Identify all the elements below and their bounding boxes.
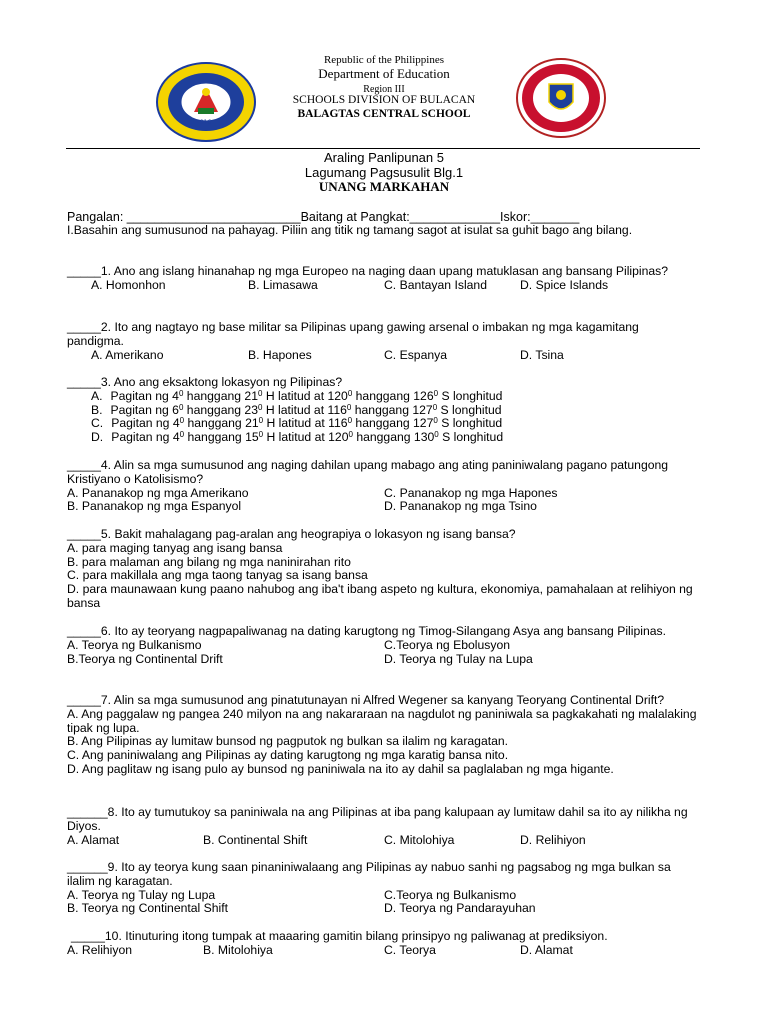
question-text: ______9. Ito ay teorya kung saan pinaniniwalaang ang Pilipinas ay nabuo sanhi ng pagsabog ng mga bulkan sa ilalim ng karagatan. xyxy=(67,860,671,888)
school-logo-year: 1916 xyxy=(196,119,212,126)
question-text: _____7. Alin sa mga sumusunod ang pinatutunayan ni Alfred Wegener sa kanyang Teoryang Continental Drift? xyxy=(67,693,665,707)
choice-part: S longhitud xyxy=(437,402,502,417)
choice-b: B. Pananakop ng mga Espanyol xyxy=(67,499,242,514)
degree-mark: 0 xyxy=(347,416,353,426)
choice-d: D. Pananakop ng mga Tsino xyxy=(384,499,537,514)
choice-part: S longhitud xyxy=(437,416,503,431)
choice-part: hanggang 126 xyxy=(352,388,434,403)
choice-part: Pagitan ng 6 xyxy=(110,402,179,417)
header-region: Region III xyxy=(363,84,405,95)
degree-mark: 0 xyxy=(178,388,184,398)
choice-d: D. Relihiyon xyxy=(520,832,586,847)
choice-part: H latitud at 120 xyxy=(262,388,348,403)
choice-c: C. Ang paniniwalang ang Pilipinas ay dating karugtong ng mga karatig bansa nito. xyxy=(67,748,509,763)
choice-part: hanggang 127 xyxy=(352,416,434,431)
choice-part: hanggang 21 xyxy=(184,416,259,431)
choice-d: D. Teorya ng Tulay na Lupa xyxy=(384,651,533,666)
choice-a: A. para maging tanyag ang isang bansa xyxy=(67,540,283,555)
choice-d: D. Spice Islands xyxy=(520,277,609,292)
degree-mark: 0 xyxy=(433,416,438,426)
choice-part: S longhitud xyxy=(438,430,504,445)
choice-d xyxy=(91,431,503,445)
choice-part: hanggang 130 xyxy=(352,430,435,445)
header-school: BALAGTAS CENTRAL SCHOOL xyxy=(297,108,471,120)
choice-a: A. Teorya ng Tulay ng Lupa xyxy=(67,887,216,902)
degree-mark: 0 xyxy=(257,388,263,398)
degree-mark: 0 xyxy=(348,430,353,440)
student-info-line: Pangalan: _________________________Baitang at Pangkat:_____________Iskor:_______ xyxy=(67,210,580,224)
choice-a: A. Pananakop ng mga Amerikano xyxy=(67,485,249,500)
question-text: ______8. Ito ay tumutukoy sa paniniwala na ang Pilipinas at iba pang kalupaan ay lumitaw dahil sa ito ay nilikha ng Diyos. xyxy=(67,805,688,833)
degree-mark: 0 xyxy=(258,416,264,426)
degree-mark: 0 xyxy=(257,402,263,412)
choice-letter: B. xyxy=(91,402,103,417)
choice-part: hanggang 21 xyxy=(183,388,258,403)
choice-c: C. para makillala ang mga taong tanyag sa isang bansa xyxy=(67,568,368,583)
choice-d: D. Alamat xyxy=(520,942,573,957)
choice-d: D. Teorya ng Pandarayuhan xyxy=(384,901,536,916)
choice-a: A. Alamat xyxy=(67,832,120,847)
choice-c xyxy=(91,417,502,431)
choice-letter: D. xyxy=(91,430,104,445)
question-8 xyxy=(67,806,697,847)
question-7 xyxy=(67,694,697,777)
choice-part: hanggang 127 xyxy=(351,402,433,417)
choice-c: C. Mitolohiya xyxy=(384,832,455,847)
choice-b: B.Teorya ng Continental Drift xyxy=(67,651,223,666)
question-text: _____1. Ano ang islang hinanahap ng mga Europeo na naging daan upang matuklasan ang bansang Pilipinas? xyxy=(67,264,669,278)
question-text: _____3. Ano ang eksaktong lokasyon ng Pilipinas? xyxy=(67,375,343,389)
degree-mark: 0 xyxy=(258,430,264,440)
header-divider xyxy=(66,148,700,149)
choice-b: B. Hapones xyxy=(248,347,312,362)
question-10 xyxy=(67,929,701,958)
choice-b: B. para malaman ang bilang ng mga naninirahan rito xyxy=(67,554,351,569)
choice-part: Pagitan ng 4 xyxy=(111,430,180,445)
degree-mark: 0 xyxy=(347,388,353,398)
title-test: Lagumang Pagsusulit Blg.1 xyxy=(304,165,464,180)
header-department: Department of Education xyxy=(318,66,450,81)
question-6 xyxy=(67,625,697,666)
question-4 xyxy=(67,459,687,514)
degree-mark: 0 xyxy=(432,402,438,412)
instructions: I.Basahin ang sumusunod na pahayag. Piliin ang titik ng tamang sagot at isulat sa guhit bago ang bilang. xyxy=(67,223,633,237)
choice-part: hanggang 23 xyxy=(183,402,258,417)
choice-a: A. Teorya ng Bulkanismo xyxy=(67,637,202,652)
question-text: _____4. Alin sa mga sumusunod ang naging dahilan upang mabago ang ating paniniwalang pagano patungong Kristiyano o Katolisismo? xyxy=(67,458,669,486)
choice-part: Pagitan ng 4 xyxy=(110,388,179,403)
choice-b: B. Limasawa xyxy=(248,277,318,292)
degree-mark: 0 xyxy=(178,402,184,412)
question-text: _____2. Ito ang nagtayo ng base militar sa Pilipinas upang gawing arsenal o imbakan ng mga kagamitang pandigma. xyxy=(67,320,639,348)
header-republic: Republic of the Philippines xyxy=(323,54,445,66)
choice-c: C. Bantayan Island xyxy=(384,277,487,292)
choice-a: A. Relihiyon xyxy=(67,942,133,957)
choice-part: S longhitud xyxy=(438,388,503,403)
choice-part: Pagitan ng 4 xyxy=(111,416,180,431)
choice-b xyxy=(91,404,502,418)
question-3 xyxy=(67,376,707,445)
choice-b: B. Ang Pilipinas ay lumitaw bunsod ng pagputok ng bulkan sa ilalim ng karagatan. xyxy=(67,734,509,749)
choice-part: H latitud at 116 xyxy=(263,416,348,431)
question-1 xyxy=(67,265,697,293)
choice-part: H latitud at 116 xyxy=(262,402,347,417)
choice-c: C. Pananakop ng mga Hapones xyxy=(384,485,558,500)
title-subject: Araling Panlipunan 5 xyxy=(324,150,444,165)
title-quarter: UNANG MARKAHAN xyxy=(318,179,450,194)
choice-letter: A. xyxy=(91,388,103,403)
choice-a: A. Amerikano xyxy=(91,347,164,362)
question-2 xyxy=(67,321,657,362)
degree-mark: 0 xyxy=(346,402,352,412)
header-division: SCHOOLS DIVISION OF BULACAN xyxy=(292,94,476,106)
question-text: _____10. Itinuturing itong tumpak at maaaring gamitin bilang prinsipyo ng paliwanag at prediksiyon. xyxy=(71,929,608,943)
choice-c: C. Teorya xyxy=(384,942,436,957)
choice-a xyxy=(91,390,502,404)
choice-letter: C. xyxy=(91,416,104,431)
degree-mark: 0 xyxy=(179,416,185,426)
choice-part: H latitud at 120 xyxy=(263,430,349,445)
question-9 xyxy=(67,861,697,916)
choice-d: D. Ang paglitaw ng isang pulo ay bunsod ng paniniwala na ito ay dahil sa paglalaban ng mga higante. xyxy=(67,761,614,776)
choice-part: hanggang 15 xyxy=(184,430,259,445)
degree-mark: 0 xyxy=(179,430,185,440)
question-text: _____5. Bakit mahalagang pag-aralan ang heograpiya o lokasyon ng isang bansa? xyxy=(67,527,516,541)
question-text: _____6. Ito ay teoryang nagpapaliwanag na dating karugtong ng Timog-Silangang Asya ang bansang Pilipinas. xyxy=(67,624,666,638)
choice-c: C.Teorya ng Ebolusyon xyxy=(384,637,511,652)
choice-b: B. Continental Shift xyxy=(203,832,308,847)
choice-d: D. para maunawaan kung paano nahubog ang iba't ibang aspeto ng kultura, ekonomiya, pamahalaan at relihiyon ng bansa xyxy=(67,582,693,610)
choice-a: A. Ang paggalaw ng pangea 240 milyon na ang nakararaan na nagdulot ng paniniwala sa pagkakahati ng malalaking tipak ng lupa. xyxy=(67,706,697,735)
choice-c: C. Espanya xyxy=(384,347,448,362)
choice-a: A. Homonhon xyxy=(91,277,166,292)
choice-d: D. Tsina xyxy=(520,347,564,362)
choice-c: C.Teorya ng Bulkanismo xyxy=(384,887,517,902)
degree-mark: 0 xyxy=(433,388,439,398)
choice-b: B. Mitolohiya xyxy=(203,942,273,957)
choice-b: B. Teorya ng Continental Shift xyxy=(67,901,229,916)
question-5 xyxy=(67,528,697,611)
degree-mark: 0 xyxy=(434,430,439,440)
